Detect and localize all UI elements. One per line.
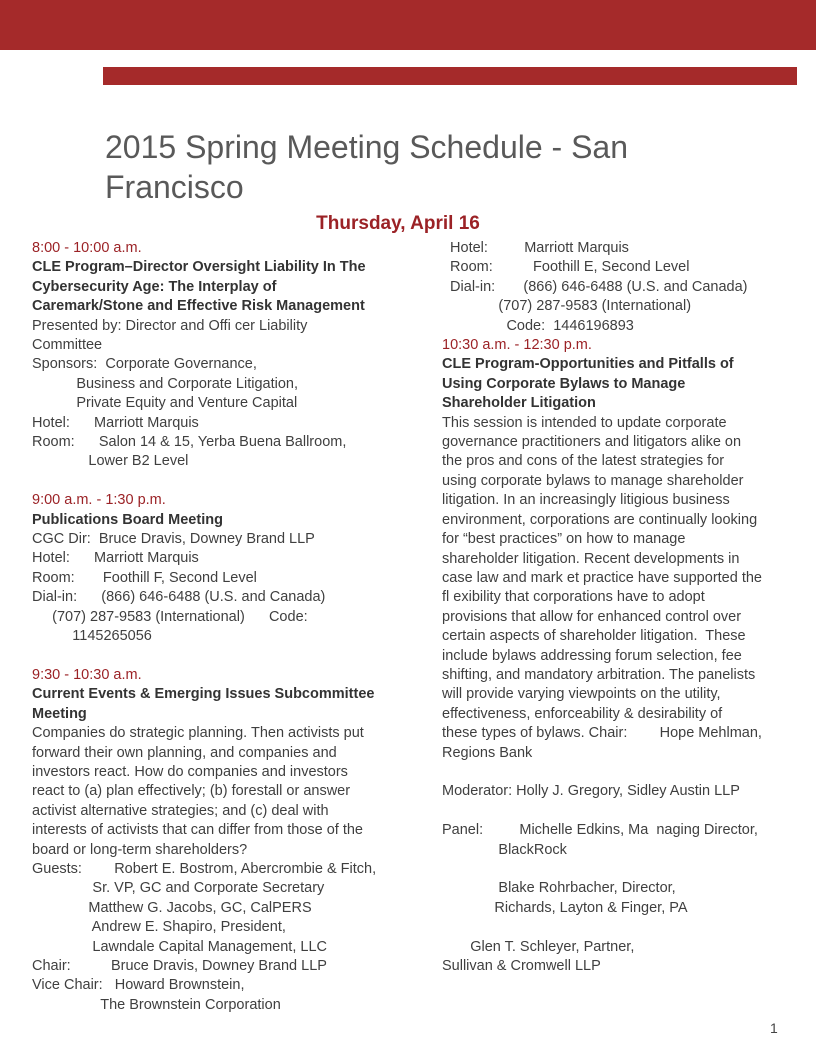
text-line: for “best practices” on how to manage [442,531,686,548]
page-title-line1: 2015 Spring Meeting Schedule - San [105,129,629,165]
text-line: Hotel: Marriott Marquis [32,550,199,567]
session-title: Caremark/Stone and Effective Risk Management [32,298,365,315]
text-line: certain aspects of shareholder litigation. These [442,628,746,645]
spacer [442,860,794,879]
text-line: Guests: Robert E. Bostrom, Abercrombie & Fitch, [32,860,377,877]
text-line: governance practitioners and litigators alike on [442,434,742,451]
session-time: 8:00 - 10:00 a.m. [32,240,142,256]
text-line: Lower B2 Level [32,453,189,470]
text-line: Vice Chair: Howard Brownstein, [32,977,245,994]
session-title: Meeting [32,705,87,722]
text-line: activist alternative strategies; and (c) deal with [32,802,329,819]
text-line: fl exibility that corporations have to adopt [442,589,705,606]
session-title: Cybersecurity Age: The Interplay of [32,278,277,295]
text-line: CGC Dir: Bruce Dravis, Downey Brand LLP [32,531,315,548]
text-line: the pros and cons of the latest strategies for [442,453,725,470]
text-line: shareholder litigation. Recent developments in [442,550,740,567]
session-title: Publications Board Meeting [32,511,223,528]
text-line: Regions Bank [442,744,533,761]
text-line: Sr. VP, GC and Corporate Secretary [32,880,325,897]
session-title: Current Events & Emerging Issues Subcommittee [32,686,375,703]
text-line: Sullivan & Cromwell LLP [442,957,601,974]
text-line: case law and mark et practice have supported the [442,569,762,586]
text-line: Sponsors: Corporate Governance, [32,356,257,373]
text-line: investors react. How do companies and investors [32,763,348,780]
session-title: Using Corporate Bylaws to Manage [442,375,686,392]
text-line: BlackRock [442,841,567,858]
text-line: Dial-in: (866) 646-6488 (U.S. and Canada) [442,278,748,295]
text-line: Hotel: Marriott Marquis [32,414,199,431]
text-line: Committee [32,337,103,354]
text-line: Moderator: Holly J. Gregory, Sidley Austin LLP [442,783,740,800]
text-line: shifting, and mandatory arbitration. The panelists [442,666,756,683]
text-line: Room: Salon 14 & 15, Yerba Buena Ballroom, [32,434,347,451]
left-column [32,239,412,1015]
text-line: will provide varying viewpoints on the utility, [442,686,721,703]
text-line: using corporate bylaws to manage shareholder [442,472,744,489]
text-line: forward their own planning, and companies and [32,744,337,761]
text-line: (707) 287-9583 (International) [442,298,692,315]
header-band [0,0,816,50]
right-column [442,239,794,976]
text-line: include bylaws addressing forum selection, fee [442,647,742,664]
text-line: (707) 287-9583 (International) Code: [32,608,308,625]
text-line: board or long-term shareholders? [32,841,248,858]
text-line: Dial-in: (866) 646-6488 (U.S. and Canada) [32,589,326,606]
spacer [442,763,794,782]
spacer [442,802,794,821]
session-title: CLE Program-Opportunities and Pitfalls of [442,356,734,373]
page-title-line2: Francisco [105,169,244,205]
text-line: environment, corporations are continually looking [442,511,758,528]
session-title: CLE Program–Director Oversight Liability In The [32,259,366,276]
session-time: 10:30 a.m. - 12:30 p.m. [442,337,592,354]
text-line: Glen T. Schleyer, Partner, [442,938,635,955]
spacer [32,472,412,491]
text-line: Presented by: Director and Offi cer Liability [32,317,308,334]
text-line: provisions that allow for enhanced control over [442,608,742,625]
text-line: Matthew G. Jacobs, GC, CalPERS [32,899,312,916]
day-heading: Thursday, April 16 [316,213,480,234]
text-line: Code: 1446196893 [442,317,634,334]
text-line: litigation. In an increasingly litigious business [442,492,730,509]
accent-bar [103,67,797,85]
text-line: Hotel: Marriott Marquis [442,240,629,256]
text-line: 1145265056 [32,628,152,645]
text-line: Andrew E. Shapiro, President, [32,919,286,936]
spacer [442,918,794,937]
text-line: interests of activists that can differ from those of the [32,822,363,839]
text-line: This session is intended to update corporate [442,414,727,431]
text-line: Panel: Michelle Edkins, Ma naging Director, [442,822,758,839]
text-line: Room: Foothill F, Second Level [32,569,257,586]
text-line: Business and Corporate Litigation, [32,375,298,392]
session-time: 9:30 - 10:30 a.m. [32,666,142,683]
text-line: Private Equity and Venture Capital [32,395,298,412]
text-line: Richards, Layton & Finger, PA [442,899,688,916]
session-title: Shareholder Litigation [442,395,596,412]
text-line: react to (a) plan effectively; (b) forestall or answer [32,783,351,800]
text-line: Room: Foothill E, Second Level [442,259,690,276]
text-line: Lawndale Capital Management, LLC [32,938,327,955]
page-title [105,127,745,207]
page-number: 1 [770,1020,778,1036]
spacer [32,647,412,666]
text-line: these types of bylaws. Chair: Hope Mehlman, [442,725,762,742]
text-line: The Brownstein Corporation [32,996,281,1013]
text-line: Blake Rohrbacher, Director, [442,880,676,897]
text-line: Chair: Bruce Dravis, Downey Brand LLP [32,958,327,974]
session-time: 9:00 a.m. - 1:30 p.m. [32,492,166,509]
text-line: effectiveness, enforceability & desirability of [442,705,723,722]
text-line: Companies do strategic planning. Then activists put [32,725,364,742]
